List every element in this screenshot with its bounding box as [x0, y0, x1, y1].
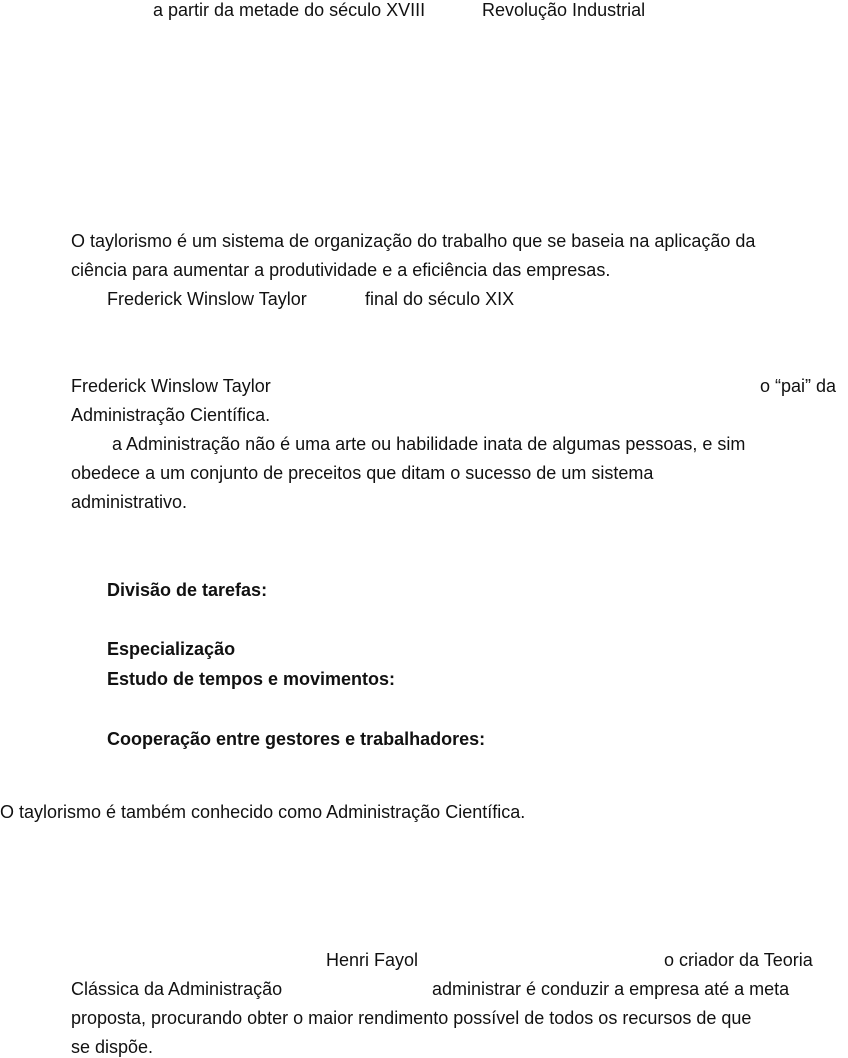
taylor-paragraph-line-3: administrativo. — [71, 492, 188, 512]
taylor-paragraph-line-1: a Administração não é uma arte ou habilidade inata de algumas pessoas, e sim — [112, 434, 746, 454]
taylorism-definition-line-2: ciência para aumentar a produtividade e a eficiência das empresas. — [71, 260, 611, 280]
principle-specialization: Especialização — [107, 639, 236, 659]
taylor-father-text: o “pai” da — [760, 376, 837, 396]
fayol-paragraph-line-3: se dispõe. — [71, 1037, 154, 1057]
fayol-paragraph-line-2: proposta, procurando obter o maior rendimento possível de todos os recursos de que — [71, 1008, 752, 1028]
revolution-text: Revolução Industrial — [482, 0, 646, 20]
fayol-creator-text: o criador da Teoria — [664, 950, 813, 970]
principle-time-motion: Estudo de tempos e movimentos: — [107, 669, 396, 689]
taylor-period: final do século XIX — [365, 289, 515, 309]
taylor-name: Frederick Winslow Taylor — [71, 376, 271, 396]
taylor-author: Frederick Winslow Taylor — [107, 289, 307, 309]
fayol-name: Henri Fayol — [326, 950, 419, 970]
taylor-paragraph-line-2: obedece a um conjunto de preceitos que ditam o sucesso de um sistema — [71, 463, 654, 483]
period-text: a partir da metade do século XVIII — [153, 0, 426, 20]
principle-cooperation: Cooperação entre gestores e trabalhadores: — [107, 729, 486, 749]
taylorism-definition-line-1: O taylorismo é um sistema de organização do trabalho que se baseia na aplicação da — [71, 231, 756, 251]
classical-theory-text: Clássica da Administração — [71, 979, 283, 999]
taylorism-aka-text: O taylorismo é também conhecido como Administração Científica. — [0, 802, 526, 822]
fayol-administer-text: administrar é conduzir a empresa até a meta — [432, 979, 790, 999]
scientific-admin-text: Administração Científica. — [71, 405, 271, 425]
principle-task-division: Divisão de tarefas: — [107, 580, 268, 600]
